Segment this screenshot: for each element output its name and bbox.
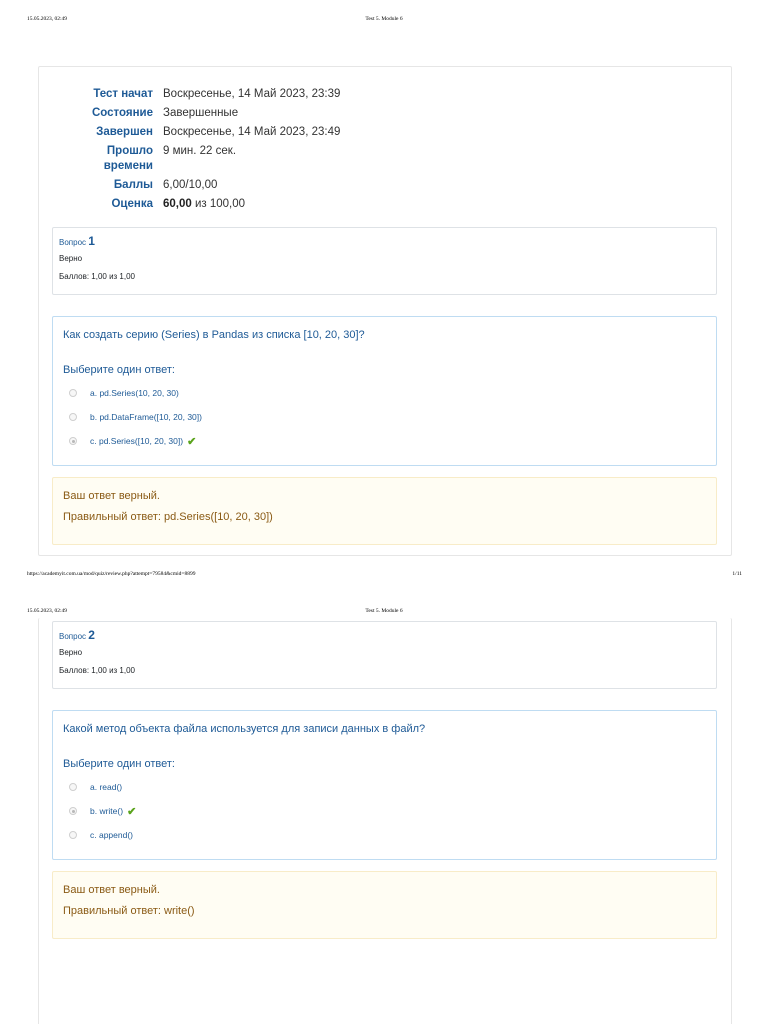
radio-icon[interactable] [69, 413, 77, 421]
feedback-text: Ваш ответ верный. [63, 884, 160, 896]
question-grade: Баллов: 1,00 из 1,00 [59, 666, 135, 675]
check-icon: ✔ [127, 805, 137, 818]
answer-option-c[interactable] [63, 828, 716, 842]
question-grade: Баллов: 1,00 из 1,00 [59, 272, 135, 281]
answer-option-b[interactable] [63, 410, 716, 424]
radio-icon[interactable] [69, 807, 77, 815]
question-2-feedback [52, 871, 717, 939]
print-footer-page-1 [0, 571, 768, 583]
summary-label: Баллы [113, 179, 153, 191]
question-number [59, 629, 716, 643]
answer-prompt: Выберите один ответ: [63, 758, 175, 770]
radio-icon[interactable] [69, 437, 77, 445]
radio-icon[interactable] [69, 783, 77, 791]
print-url: https://academyit.com.ua/mod/quiz/review.php?attempt=79584&cmid=8899 [27, 571, 196, 577]
question-2-info [52, 621, 717, 689]
feedback-text: Ваш ответ верный. [63, 490, 160, 502]
question-2-content [52, 710, 717, 860]
print-title: Test 5. Module 6 [365, 608, 403, 614]
answer-option-a[interactable] [63, 780, 716, 794]
summary-state [52, 106, 372, 121]
summary-value: Воскресенье, 14 Май 2023, 23:49 [163, 126, 341, 138]
attempt-summary [52, 87, 372, 216]
grade-value: 60,00 [163, 198, 192, 210]
radio-icon[interactable] [69, 831, 77, 839]
grade-suffix: из 100,00 [191, 198, 246, 210]
question-number-value: 1 [88, 234, 95, 248]
question-number [59, 235, 716, 249]
summary-label: Прошло времени [103, 145, 153, 172]
print-date: 15.05.2023, 02:49 [27, 608, 68, 614]
answer-label: a. pd.Series(10, 20, 30) [90, 388, 179, 398]
question-1-feedback [52, 477, 717, 545]
summary-time-taken [52, 144, 372, 174]
summary-value: Завершенные [163, 107, 239, 119]
summary-started [52, 87, 372, 102]
question-1-info [52, 227, 717, 295]
print-header-page-1 [0, 16, 768, 28]
summary-label: Оценка [111, 198, 153, 210]
print-title: Test 5. Module 6 [365, 16, 403, 22]
answer-option-a[interactable] [63, 386, 716, 400]
answer-option-c[interactable] [63, 434, 716, 448]
summary-grade [52, 197, 372, 212]
question-number-value: 2 [88, 628, 95, 642]
answer-prompt: Выберите один ответ: [63, 364, 175, 376]
radio-icon[interactable] [69, 389, 77, 397]
summary-label: Завершен [96, 126, 153, 138]
page-counter: 1/11 [732, 571, 742, 577]
summary-value: Воскресенье, 14 Май 2023, 23:39 [163, 88, 341, 100]
question-text: Как создать серию (Series) в Pandas из списка [10, 20, 30]? [63, 329, 365, 341]
summary-marks [52, 178, 372, 193]
answer-label: b. pd.DataFrame([10, 20, 30]) [90, 412, 202, 422]
question-label: Вопрос [59, 238, 87, 247]
print-date: 15.05.2023, 02:49 [27, 16, 68, 22]
summary-value [163, 197, 245, 212]
right-answer-text: Правильный ответ: pd.Series([10, 20, 30]) [63, 511, 273, 523]
answer-option-b[interactable] [63, 804, 716, 818]
summary-completed [52, 125, 372, 140]
right-answer-text: Правильный ответ: write() [63, 905, 195, 917]
answer-label: b. write() [90, 806, 124, 816]
summary-value: 9 мин. 22 сек. [163, 145, 237, 157]
summary-value: 6,00/10,00 [163, 179, 218, 191]
question-text: Какой метод объекта файла используется для записи данных в файл? [63, 723, 426, 735]
question-label: Вопрос [59, 632, 87, 641]
summary-label: Тест начат [93, 88, 153, 100]
question-state: Верно [59, 648, 83, 657]
question-1-content [52, 316, 717, 466]
summary-label: Состояние [91, 107, 153, 119]
question-state: Верно [59, 254, 83, 263]
check-icon: ✔ [187, 435, 197, 448]
answer-label: c. append() [90, 830, 133, 840]
answer-label: a. read() [90, 782, 123, 792]
answer-label: c. pd.Series([10, 20, 30]) [90, 436, 184, 446]
